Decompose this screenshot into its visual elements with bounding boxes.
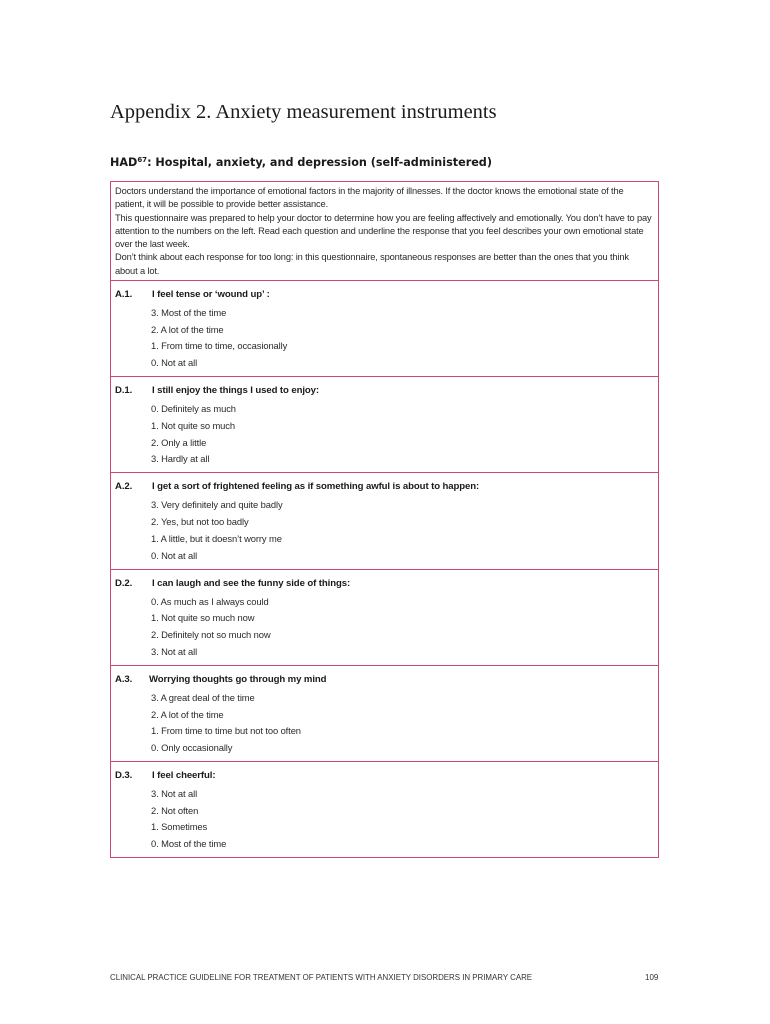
answer-option[interactable]: 1. Not quite so much — [151, 419, 235, 431]
answer-option[interactable]: 2. Yes, but not too badly — [151, 516, 249, 528]
question-item-a3 — [111, 666, 658, 762]
question-item-d3 — [111, 762, 658, 857]
question-item-d2 — [111, 570, 658, 666]
question-code: D.1. — [115, 385, 133, 397]
question-header — [111, 770, 658, 785]
answer-option[interactable]: 0. As much as I always could — [151, 595, 269, 607]
heading-text: : Hospital, anxiety, and depression (self-administered) — [147, 156, 492, 169]
heading-prefix: HAD — [110, 156, 138, 169]
answer-option[interactable]: 1. A little, but it doesn’t worry me — [151, 532, 282, 544]
page-title: Appendix 2. Anxiety measurement instruments — [110, 101, 497, 123]
answer-option[interactable]: 3. Hardly at all — [151, 453, 210, 465]
answer-option[interactable]: 1. From time to time, occasionally — [151, 340, 288, 352]
question-code: D.2. — [115, 577, 133, 589]
intro-paragraph: Don’t think about each response for too long: in this questionnaire, spontaneous responses are better than the ones that you think about a lot. — [115, 252, 629, 276]
intro-paragraph: This questionnaire was prepared to help your doctor to determine how you are feeling affectively and emotionally. You don’t have to pay attention to the numbers on the left. Read each question and underline the response that you feel describes your own emotional state over the last week. — [115, 212, 652, 250]
answer-option[interactable]: 3. Very definitely and quite badly — [151, 499, 283, 511]
answer-option[interactable]: 0. Definitely as much — [151, 403, 236, 415]
answer-option[interactable]: 1. Not quite so much now — [151, 612, 255, 624]
footer-guideline-title: CLINICAL PRACTICE GUIDELINE FOR TREATMENT OF PATIENTS WITH ANXIETY DISORDERS IN PRIMARY CARE — [110, 973, 533, 982]
page-number: 109 — [645, 973, 659, 982]
question-item-a1 — [111, 281, 658, 377]
answer-options — [111, 786, 658, 853]
answer-option[interactable]: 0. Not at all — [151, 549, 198, 561]
answer-options — [111, 594, 658, 661]
question-header — [111, 578, 658, 593]
reference-superscript: 67 — [137, 156, 148, 164]
question-text: I can laugh and see the funny side of things: — [152, 577, 351, 589]
section-heading — [110, 156, 492, 169]
question-header — [111, 481, 658, 496]
answer-options — [111, 401, 658, 468]
answer-option[interactable]: 1. Sometimes — [151, 821, 208, 833]
question-text: I get a sort of frightened feeling as if something awful is about to happen: — [152, 481, 480, 493]
answer-option[interactable]: 0. Only occasionally — [151, 741, 233, 753]
question-item-a2 — [111, 473, 658, 569]
question-header — [111, 385, 658, 400]
intro-paragraph: Doctors understand the importance of emotional factors in the majority of illnesses. If the doctor knows the emotional state of the patient, it will be possible to provide better assistance. — [115, 186, 624, 210]
question-code: A.1. — [115, 289, 133, 301]
answer-option[interactable]: 3. Most of the time — [151, 307, 227, 319]
answer-option[interactable]: 2. A lot of the time — [151, 708, 224, 720]
questionnaire-box — [110, 181, 659, 858]
question-code: A.3. — [115, 673, 133, 685]
answer-option[interactable]: 1. From time to time but not too often — [151, 725, 301, 737]
answer-option[interactable]: 2. Definitely not so much now — [151, 629, 271, 641]
answer-options — [111, 305, 658, 372]
answer-option[interactable]: 2. Only a little — [151, 436, 207, 448]
answer-option[interactable]: 3. Not at all — [151, 788, 198, 800]
intro-instructions — [111, 182, 658, 281]
question-text: I feel tense or ‘wound up’ : — [152, 289, 270, 301]
question-code: D.3. — [115, 770, 133, 782]
question-text: Worrying thoughts go through my mind — [149, 673, 327, 685]
question-item-d1 — [111, 377, 658, 473]
answer-option[interactable]: 3. Not at all — [151, 645, 198, 657]
answer-option[interactable]: 2. Not often — [151, 804, 199, 816]
question-text: I feel cheerful: — [152, 770, 216, 782]
question-header — [111, 289, 658, 304]
answer-option[interactable]: 2. A lot of the time — [151, 323, 224, 335]
answer-option[interactable]: 3. A great deal of the time — [151, 691, 255, 703]
question-text: I still enjoy the things I used to enjoy: — [152, 385, 320, 397]
answer-option[interactable]: 0. Not at all — [151, 357, 198, 369]
question-code: A.2. — [115, 481, 133, 493]
question-header — [111, 674, 658, 689]
answer-options — [111, 497, 658, 564]
answer-options — [111, 690, 658, 757]
answer-option[interactable]: 0. Most of the time — [151, 838, 227, 850]
